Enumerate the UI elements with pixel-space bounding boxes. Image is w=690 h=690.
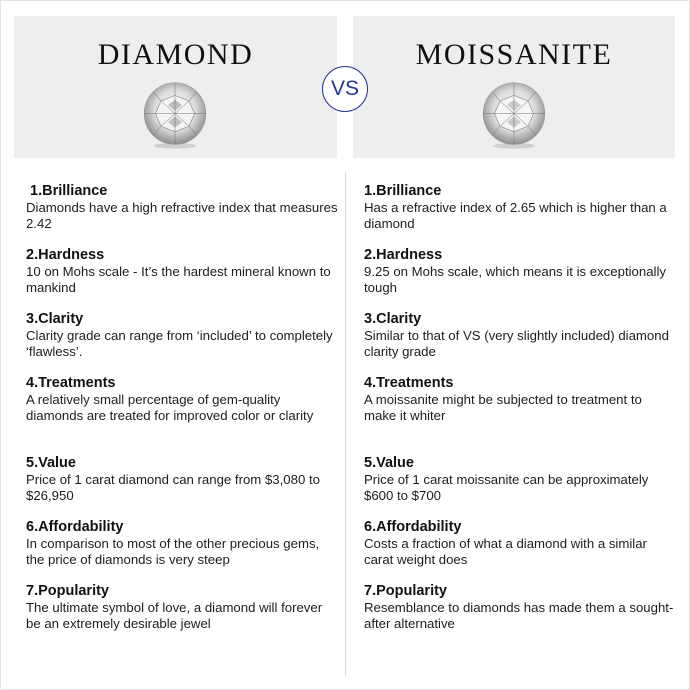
column-divider — [345, 172, 346, 676]
item-text: Price of 1 carat diamond can range from $3,080 to $26,950 — [26, 472, 320, 503]
moissanite-value — [364, 455, 676, 504]
diamond-header — [14, 16, 337, 158]
item-heading: 2.Hardness — [26, 247, 105, 263]
item-text: The ultimate symbol of love, a diamond will forever be an extremely desirable jewel — [26, 600, 323, 631]
item-heading: 1.Brilliance — [364, 183, 442, 199]
item-heading: 3.Clarity — [26, 311, 84, 327]
diamond-brilliance — [26, 183, 338, 232]
moissanite-popularity — [364, 583, 676, 632]
item-text: Has a refractive index of 2.65 which is higher than a diamond — [364, 200, 667, 231]
item-heading: 5.Value — [364, 455, 414, 471]
moissanite-brilliance — [364, 183, 676, 232]
diamond-gem-icon — [140, 80, 210, 150]
item-heading: 4.Treatments — [364, 375, 454, 391]
item-heading: 1.Brilliance — [30, 183, 108, 199]
item-heading: 6.Affordability — [364, 519, 462, 535]
moissanite-hardness — [364, 247, 676, 296]
vs-badge: VS — [322, 66, 368, 112]
item-heading: 7.Popularity — [26, 583, 109, 599]
diamond-title: DIAMOND — [97, 38, 254, 71]
item-heading: 5.Value — [26, 455, 76, 471]
item-text: 10 on Mohs scale - It’s the hardest mineral known to mankind — [26, 264, 331, 295]
item-heading: 4.Treatments — [26, 375, 116, 391]
item-text: Similar to that of VS (very slightly included) diamond clarity grade — [364, 328, 669, 359]
diamond-treatments — [26, 375, 338, 424]
item-text: Resemblance to diamonds has made them a sought-after alternative — [364, 600, 674, 631]
diamond-popularity — [26, 583, 338, 632]
item-text: A relatively small percentage of gem-quality diamonds are treated for improved color or clarity — [26, 392, 314, 423]
item-text: In comparison to most of the other precious gems, the price of diamonds is very steep — [26, 536, 320, 567]
moissanite-header — [353, 16, 675, 158]
item-text: Costs a fraction of what a diamond with a similar carat weight does — [364, 536, 647, 567]
item-heading: 6.Affordability — [26, 519, 124, 535]
item-text: A moissanite might be subjected to treatment to make it whiter — [364, 392, 642, 423]
moissanite-affordability — [364, 519, 676, 568]
diamond-value — [26, 455, 338, 504]
item-text: Clarity grade can range from ‘included’ to completely ‘flawless’. — [26, 328, 333, 359]
diamond-clarity — [26, 311, 338, 360]
diamond-affordability — [26, 519, 338, 568]
item-heading: 3.Clarity — [364, 311, 422, 327]
moissanite-treatments — [364, 375, 676, 424]
moissanite-gem-icon — [479, 80, 549, 150]
moissanite-title: MOISSANITE — [415, 38, 613, 71]
item-text: Diamonds have a high refractive index that measures 2.42 — [26, 200, 338, 231]
item-text: 9.25 on Mohs scale, which means it is exceptionally tough — [364, 264, 666, 295]
item-text: Price of 1 carat moissanite can be approximately $600 to $700 — [364, 472, 649, 503]
item-heading: 7.Popularity — [364, 583, 447, 599]
item-heading: 2.Hardness — [364, 247, 443, 263]
moissanite-clarity — [364, 311, 676, 360]
diamond-hardness — [26, 247, 338, 296]
